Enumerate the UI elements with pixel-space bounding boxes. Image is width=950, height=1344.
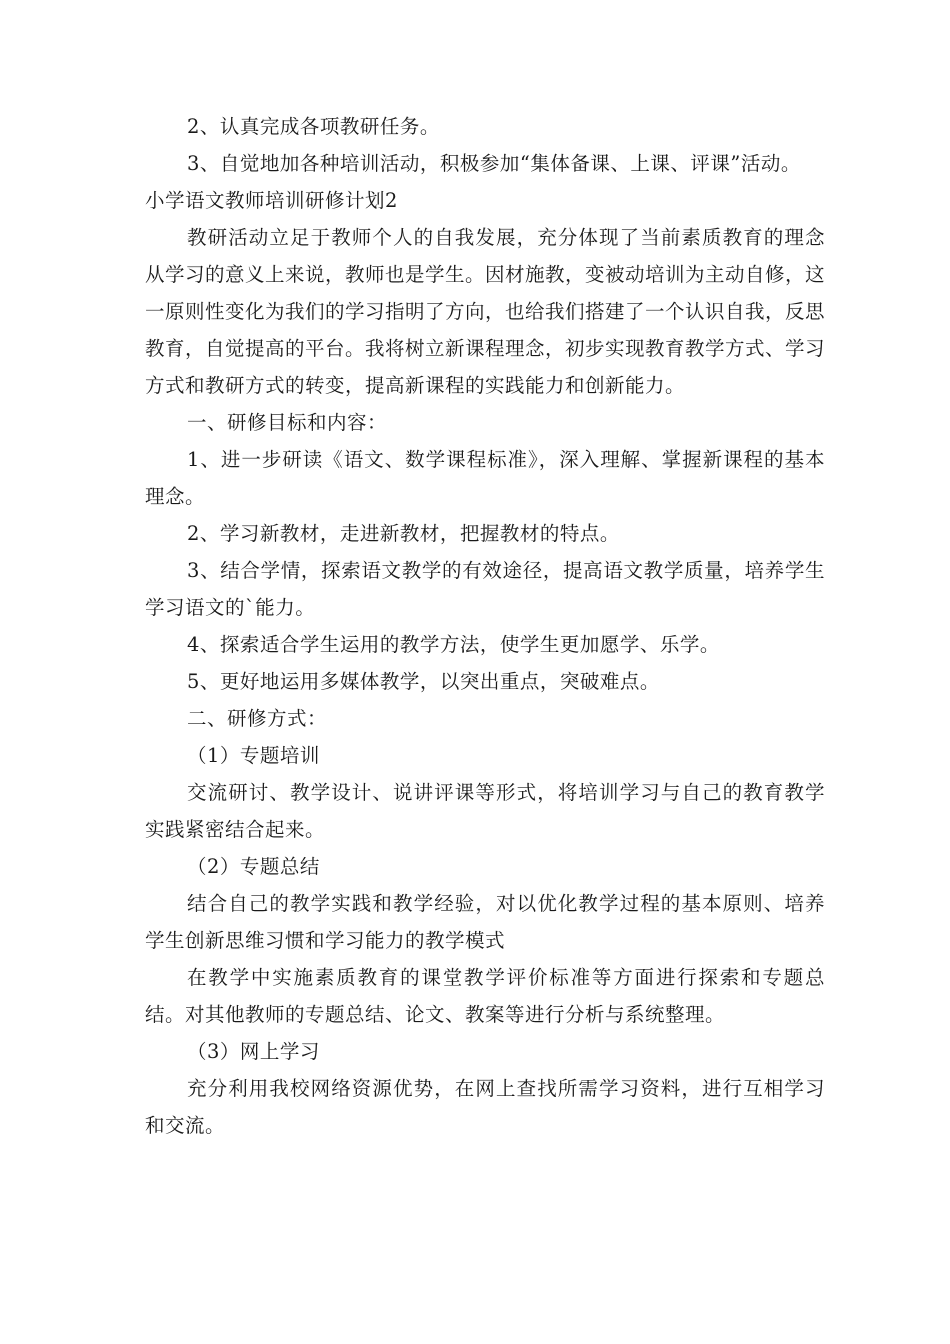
list-item: 3、结合学情，探索语文教学的有效途径，提高语文教学质量，培养学生学习语文的`能力。	[145, 559, 825, 619]
paragraph: 3、自觉地加各种培训活动，积极参加“集体备课、上课、评课”活动。	[187, 152, 801, 175]
subheading: （1）专题培训	[187, 744, 320, 767]
heading-methods: 二、研修方式：	[187, 707, 328, 730]
subheading: （3）网上学习	[187, 1040, 320, 1063]
list-item: 4、探索适合学生运用的教学方法，使学生更加愿学、乐学。	[187, 633, 720, 656]
list-item: 1、进一步研读《语文、数学课程标准》，深入理解、掌握新课程的基本理念。	[145, 448, 825, 508]
paragraph: 在教学中实施素质教育的课堂教学评价标准等方面进行探索和专题总结。对其他教师的专题总结、论文、教案等进行分析与系统整理。	[145, 966, 825, 1026]
heading-objectives: 一、研修目标和内容：	[187, 411, 388, 434]
section-title: 小学语文教师培训研修计划2	[145, 189, 398, 212]
paragraph: 2、认真完成各项教研任务。	[187, 115, 440, 138]
document-body	[145, 108, 825, 1144]
paragraph: 交流研讨、教学设计、说讲评课等形式，将培训学习与自己的教育教学实践紧密结合起来。	[145, 781, 825, 841]
subheading: （2）专题总结	[187, 855, 320, 878]
list-item: 5、更好地运用多媒体教学，以突出重点，突破难点。	[187, 670, 660, 693]
paragraph: 教研活动立足于教师个人的自我发展，充分体现了当前素质教育的理念从学习的意义上来说，教师也是学生。因材施教，变被动培训为主动自修，这一原则性变化为我们的学习指明了方向，也给我们搭建了一个认识自我，反思教育，自觉提高的平台。我将树立新课程理念，初步实现教育教学方式、学习方式和教研方式的转变，提高新课程的实践能力和创新能力。	[145, 226, 826, 397]
list-item: 2、学习新教材，走进新教材，把握教材的特点。	[187, 522, 620, 545]
paragraph: 结合自己的教学实践和教学经验，对以优化教学过程的基本原则、培养学生创新思维习惯和学习能力的教学模式	[145, 892, 825, 952]
paragraph: 充分利用我校网络资源优势，在网上查找所需学习资料，进行互相学习和交流。	[145, 1077, 825, 1137]
